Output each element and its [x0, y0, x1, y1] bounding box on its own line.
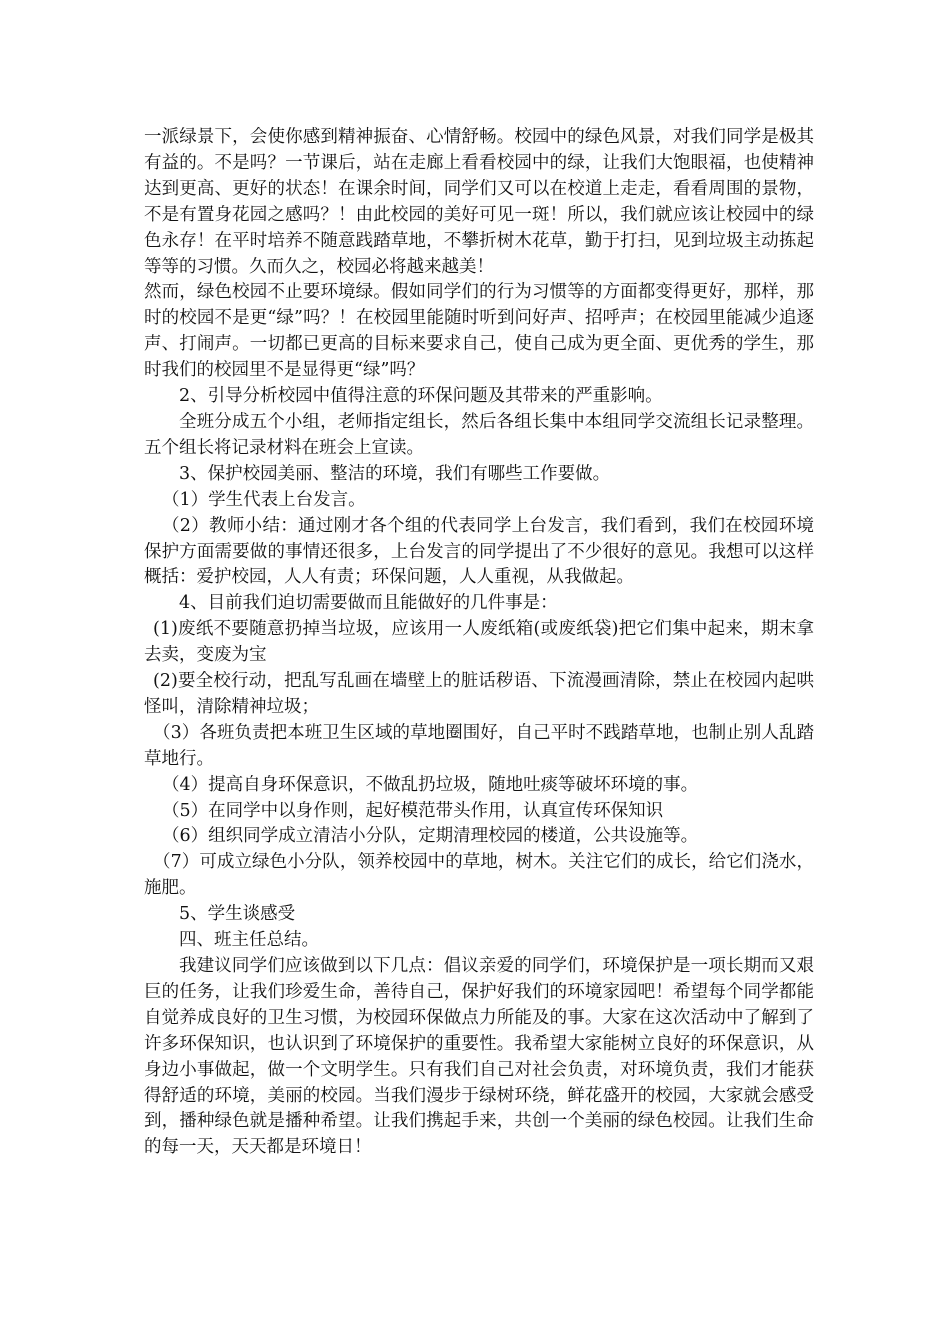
paragraph-4-1: (1)废纸不要随意扔掉当垃圾，应该用一人废纸箱(或废纸袋)把它们集中起来，期末拿去卖，变废为宝 — [144, 619, 814, 666]
paragraph-4-4: （4）提高自身环保意识，不做乱扔垃圾，随地吐痰等破坏环境的事。 — [162, 774, 699, 795]
paragraph-3-1: （1）学生代表上台发言。 — [162, 489, 366, 510]
paragraph-step-3: 3、保护校园美丽、整洁的环境，我们有哪些工作要做。 — [179, 463, 611, 484]
paragraph-4-7: （7）可成立绿色小分队，领养校园中的草地，树木。关注它们的成长，给它们浇水，施肥。 — [144, 852, 814, 899]
document-body — [144, 125, 814, 1161]
paragraph-4-2: (2)要全校行动，把乱写乱画在墙壁上的脏话秽语、下流漫画清除，禁止在校园内起哄怪叫，清除精神垃圾； — [144, 671, 814, 717]
paragraph-groups: 全班分成五个小组，老师指定组长，然后各组长集中本组同学交流组长记录整理。五个组长将记录材料在班会上宣读。 — [144, 411, 814, 458]
paragraph-4-5: （5）在同学中以身作则，起好模范带头作用，认真宣传环保知识 — [162, 800, 664, 821]
paragraph-however: 然而，绿色校园不止要环境绿。假如同学们的行为习惯等的方面都变得更好，那样，那时的校园不是更“绿”吗？！在校园里能随时听到问好声、招呼声；在校园里能减少追逐声、打闹声。一切都已更高的目标来要求自己，使自己成为更全面、更优秀的学生，那时我们的校园里不是显得更“绿”吗？ — [144, 282, 814, 381]
paragraph-step-2: 2、引导分析校园中值得注意的环保问题及其带来的严重影响。 — [179, 386, 663, 407]
paragraph-3-2: （2）教师小结：通过刚才各个组的代表同学上台发言，我们看到，我们在校园环境保护方面需要做的事情还很多，上台发言的同学提出了不少很好的意见。我想可以这样概括：爱护校园，人人有责；环保问题，人人重视，从我做起。 — [144, 515, 814, 588]
paragraph-4-6: （6）组织同学成立清洁小分队，定期清理校园的楼道，公共设施等。 — [162, 826, 699, 847]
paragraph-4-3: （3）各班负责把本班卫生区域的草地圈围好，自己平时不践踏草地，也制止别人乱踏草地行。 — [144, 722, 814, 769]
paragraph-intro: 一派绿景下，会使你感到精神振奋、心情舒畅。校园中的绿色风景，对我们同学是极其有益的。不是吗？一节课后，站在走廊上看看校园中的绿，让我们大饱眼福，也使精神达到更高、更好的状态！在课余时间，同学们又可以在校道上走走，看看周围的景物，不是有置身花园之感吗？！由此校园的美好可见一斑！所以，我们就应该让校园中的绿色永存！在平时培养不随意践踏草地，不攀折树木花草，勤于打扫，见到垃圾主动拣起等等的习惯。久而久之，校园必将越来越美！ — [144, 127, 814, 277]
paragraph-summary: 我建议同学们应该做到以下几点：倡议亲爱的同学们，环境保护是一项长期而又艰巨的任务，让我们珍爱生命，善待自己，保护好我们的环境家园吧！希望每个同学都能自觉养成良好的卫生习惯，为校园环保做点力所能及的事。大家在这次活动中了解到了许多环保知识，也认识到了环境保护的重要性。我希望大家能树立良好的环保意识，从身边小事做起，做一个文明学生。只有我们自己对社会负责，对环境负责，我们才能获得舒适的环境，美丽的校园。当我们漫步于绿树环绕，鲜花盛开的校园，大家就会感受到，播种绿色就是播种希望。让我们携起手来，共创一个美丽的绿色校园。让我们生命的每一天，天天都是环境日！ — [144, 956, 814, 1158]
paragraph-section-4: 四、班主任总结。 — [179, 930, 319, 951]
paragraph-step-4: 4、目前我们迫切需要做而且能做好的几件事是： — [179, 593, 558, 614]
paragraph-step-5: 5、学生谈感受 — [179, 904, 296, 925]
